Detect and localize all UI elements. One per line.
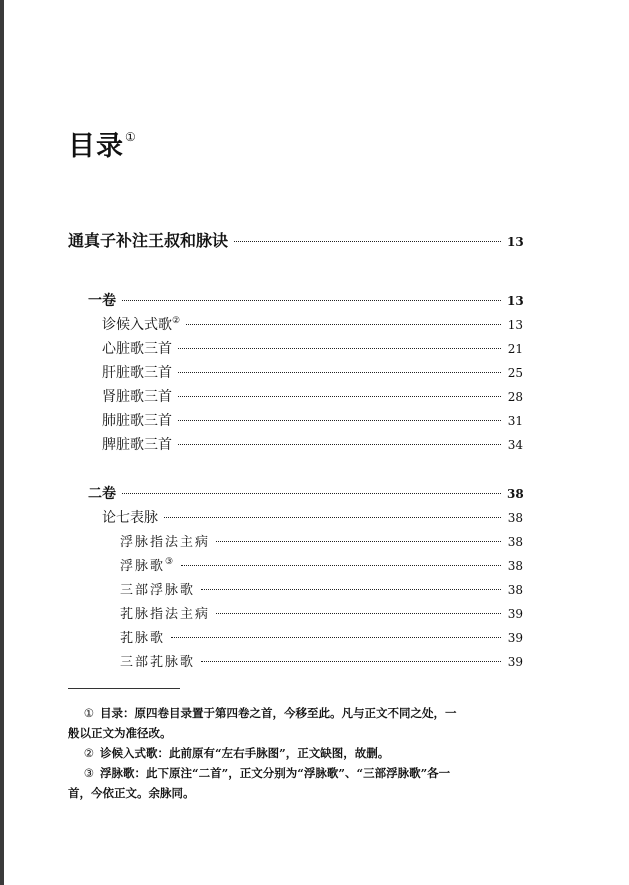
- leader-dots: [186, 324, 501, 325]
- toc-entry[interactable]: [120, 651, 523, 670]
- leader-dots: [181, 565, 501, 566]
- toc-page: 21: [507, 342, 523, 356]
- footnote-1: [68, 703, 523, 743]
- leader-dots: [122, 493, 501, 494]
- toc-entry[interactable]: [102, 338, 523, 358]
- toc-entry[interactable]: [120, 603, 523, 622]
- footnote-text: 目录：原四卷目录置于第四卷之首，今移至此。凡与正文不同之处，一: [100, 706, 457, 720]
- toc-page: 13: [507, 294, 524, 308]
- leader-dots: [216, 541, 501, 542]
- toc-label: 心脏歌三首: [102, 341, 172, 357]
- leader-dots: [178, 348, 501, 349]
- leader-dots: [164, 517, 501, 518]
- toc-entry[interactable]: [120, 579, 523, 598]
- toc-entry[interactable]: [120, 627, 523, 646]
- leader-dots: [216, 613, 501, 614]
- toc-page: 38: [507, 487, 524, 501]
- toc-page: 39: [507, 607, 523, 621]
- leader-dots: [201, 661, 501, 662]
- toc-entry[interactable]: [102, 434, 523, 454]
- leader-dots: [178, 396, 501, 397]
- toc-page: 13: [507, 235, 524, 249]
- toc-page: 38: [507, 511, 523, 525]
- toc-entry[interactable]: [102, 507, 523, 527]
- toc-page: 39: [507, 655, 523, 669]
- toc-page: 38: [507, 559, 523, 573]
- toc-entry[interactable]: [102, 386, 523, 406]
- footnote-text: 诊候入式歌：此前原有“左右手脉图”，正文缺图，故删。: [100, 746, 390, 760]
- leader-dots: [178, 372, 501, 373]
- toc-label: 通真子补注王叔和脉诀: [68, 231, 229, 250]
- toc-entry[interactable]: [120, 531, 523, 550]
- footnote-number: ①: [83, 706, 94, 720]
- toc-page: 25: [507, 366, 523, 380]
- footnote-number: ②: [83, 746, 94, 760]
- footnote-3: [68, 763, 523, 803]
- toc-label: 芤脉歌: [120, 631, 166, 646]
- footnote-text-cont: 首，今依正文。余脉同。: [68, 786, 195, 800]
- toc-label: 一卷: [88, 293, 116, 309]
- toc-page: 31: [507, 414, 523, 428]
- leader-dots: [201, 589, 501, 590]
- leader-dots: [178, 444, 501, 445]
- leader-dots: [171, 637, 501, 638]
- toc-page: 38: [507, 583, 523, 597]
- toc-label: 三部芤脉歌: [120, 655, 196, 670]
- footnote-rule: [68, 688, 180, 689]
- toc-entry[interactable]: [120, 555, 523, 574]
- leader-dots: [122, 300, 501, 301]
- toc-label: 肺脏歌三首: [102, 413, 172, 429]
- toc-label: 二卷: [88, 486, 116, 502]
- toc-page: 34: [507, 438, 523, 452]
- toc-label: 脾脏歌三首: [102, 437, 172, 453]
- toc-entry-volume-1[interactable]: [88, 290, 523, 310]
- toc-page: 28: [507, 390, 523, 404]
- toc-entry[interactable]: [102, 314, 523, 334]
- toc-entry[interactable]: [102, 362, 523, 382]
- toc-entry-book[interactable]: [68, 228, 523, 251]
- footnote-text: 浮脉歌：此下原注“二首”，正文分别为“浮脉歌”、“三部浮脉歌”各一: [100, 766, 451, 780]
- title-text: 目录: [68, 131, 124, 162]
- toc-label: 论七表脉: [102, 510, 158, 526]
- footnote-2: [68, 743, 523, 763]
- leader-dots: [178, 420, 501, 421]
- page-title: [68, 124, 137, 163]
- title-note-mark: ①: [125, 130, 137, 144]
- toc-label: 浮脉歌③: [120, 557, 176, 574]
- toc-label: 诊候入式歌②: [102, 316, 181, 333]
- toc-label: 肾脏歌三首: [102, 389, 172, 405]
- leader-dots: [234, 241, 501, 242]
- toc-label: 三部浮脉歌: [120, 583, 196, 598]
- toc-entry[interactable]: [102, 410, 523, 430]
- toc-label: 芤脉指法主病: [120, 607, 211, 622]
- toc-entry-volume-2[interactable]: [88, 483, 523, 503]
- toc-page: 39: [507, 631, 523, 645]
- toc-page: 13: [507, 318, 523, 332]
- note-mark: ②: [172, 316, 181, 326]
- note-mark: ③: [165, 557, 176, 567]
- footnote-number: ③: [83, 766, 94, 780]
- page-edge: [0, 0, 4, 885]
- toc-page: 38: [507, 535, 523, 549]
- footnote-text-cont: 般以正文为准径改。: [68, 726, 172, 740]
- toc-label: 肝脏歌三首: [102, 365, 172, 381]
- toc-label: 浮脉指法主病: [120, 535, 211, 550]
